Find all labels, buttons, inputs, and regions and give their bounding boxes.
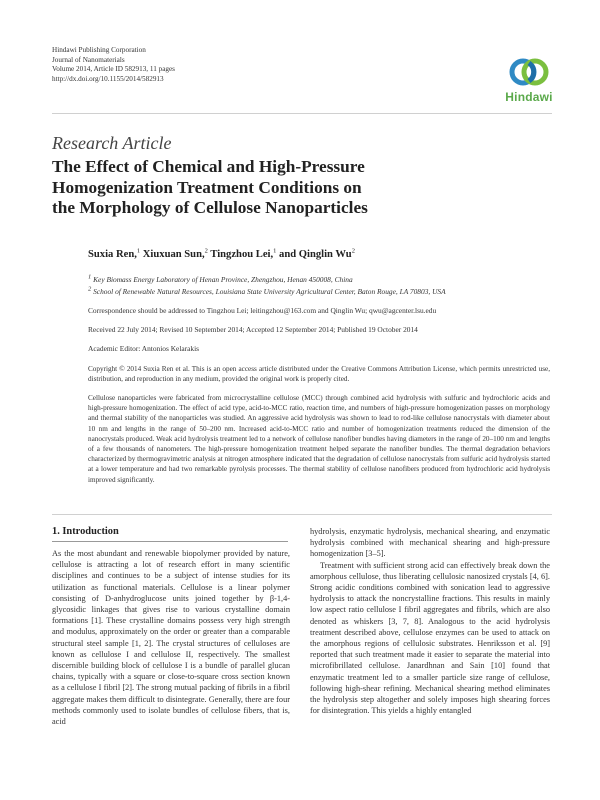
author-affiliation-mark: 2 [204, 247, 208, 255]
title-line: the Morphology of Cellulose Nanoparticles [52, 198, 368, 217]
doi-link[interactable]: http://dx.doi.org/10.1155/2014/582913 [52, 74, 164, 83]
title-line: Homogenization Treatment Conditions on [52, 177, 362, 197]
header-divider [52, 113, 552, 114]
article-dates: Received 22 July 2014; Revised 10 September 2014; Accepted 12 September 2014; Published 19 October 2014 [88, 325, 418, 334]
author-name: Xiuxuan Sun, [142, 249, 205, 260]
publisher-name: Hindawi Publishing Corporation [52, 46, 146, 54]
body-paragraph: Treatment with sufficient strong acid can effectively break down the amorphous cellulose, thus liberating cellulosic nanosized crystals [4, 6]. Strong acidic conditions combined with sonication lead to aggressive hydrolysis to attack the noncrystalline fractions. This results in mainly low aspect ratio cellulose I fibril aggregates and fibrils, which are also denoted as whiskers [3, 7, 8]. Analogous to the acid hydrolysis treatment described above, cellulose enzymes can be used to attack on the amorphous regions of cellulosic substrates. Henriksson et al. [9] reported that such treatment made it easier to separate the material into microfibrillated cellulose. Janardhnan and Sain [10] found that enzymatic treatment led to a smaller particle size range of cellulose, following high-shear refining. Mechanical shearing method eliminates the hydrolysis step altogether and solely imposes high shearing forces for disintegration. This yields a highly entangled [310, 560, 550, 716]
author-affiliation-mark: 1 [136, 247, 141, 255]
publication-info [52, 46, 175, 84]
affiliation-text: School of Renewable Natural Resources, Louisiana State University Agricultural Center, Baton Rouge, LA 70803, USA [93, 287, 446, 296]
correspondence: Correspondence should be addressed to Tingzhou Lei; leitingzhou@163.com and Qinglin Wu; qwu@agcenter.lsu.edu [88, 306, 437, 315]
affiliation [88, 287, 446, 296]
body-column-right [310, 526, 550, 716]
academic-editor: Academic Editor: Antonios Kelarakis [88, 344, 200, 353]
title-line: The Effect of Chemical and High-Pressure [52, 157, 365, 176]
affiliation-text: Key Biomass Energy Laboratory of Henan Province, Zhengzhou, Henan 450008, China [93, 275, 353, 284]
affiliation-number: 2 [88, 285, 92, 293]
author-affiliation-mark: 1 [273, 247, 277, 255]
author-name: and Qinglin Wu [279, 249, 352, 260]
article-title [52, 157, 532, 219]
section-heading: 1. Introduction [52, 526, 119, 537]
journal-name: Journal of Nanomaterials [52, 55, 125, 64]
body-column-left [52, 548, 290, 727]
copyright-notice: Copyright © 2014 Suxia Ren et al. This is an open access article distributed under the Creative Commons Attribution License, which permits unrestricted use, distribution, and reproduction in any medium, provided the original work is properly cited. [88, 365, 550, 383]
author-affiliation-mark: 2 [351, 247, 355, 255]
author-list [88, 249, 355, 260]
volume-info: Volume 2014, Article ID 582913, 11 pages [52, 65, 175, 74]
abstract: Cellulose nanoparticles were fabricated from microcrystalline cellulose (MCC) through combined acid hydrolysis with sulfuric and hydrochloric acids and high-pressure homogenization. The effect of acid type, acid-to-MCC ratio, reaction time, and numbers of high-pressure homogenization passes on morphology and thermal stability of the nanoparticles was studied. An aggressive acid hydrolysis was shown to lead to rod-like cellulose nanocrystals with diameter about 10 nm and lengths in the range of 50–200 nm. Increased acid-to-MCC ratio and number of homogenization treatments reduced the dimension of the nanocrystals produced. Weak acid hydrolysis treatment led to a network of cellulose nanofiber bundles having diameters in the range of 20–100 nm and lengths of a few thousands of nanometers. The high-pressure homogenization treatment helped separate the nanofiber bundles. The thermal degradation behaviors characterized by thermogravimetric analysis at nitrogen atmosphere indicated that the degradation of cellulose nanocrystals from sulfuric acid hydrolysis started at a lower temperature and had two remarkable pyrolysis processes. The thermal stability of cellulose nanofibers produced from hydrochloric acid hydrolysis improved significantly. [88, 394, 550, 484]
body-paragraph: hydrolysis, enzymatic hydrolysis, mechanical shearing, and enzymatic hydrolysis combined with mechanical shearing and high-pressure homogenization [3–5]. [310, 527, 550, 559]
article-category: Research Article [52, 133, 172, 153]
hindawi-logo-text: Hindawi [505, 90, 553, 104]
body-paragraph: As the most abundant and renewable biopolymer provided by nature, cellulose is attracting a lot of research effort in many scientific disciplines and continues to be a subject of intense studies for its utilization as functional materials. Cellulose is a linear polymer consisting of D-anhydroglucose units joined together by β-1,4-glycosidic linkages that gives rise to various crystalline domain formations [1]. These crystalline domains possess very high strength and modulus, approximately on the order or greater than a comparable structural steel sample [1, 2]. The crystal structures of celluloses are known as cellulose I and cellulose II, respectively. The smallest discernible building block of cellulose I is a bundle of parallel glucan chains, typically with a square or close-to-square cross section known as a cellulose I fibril [2]. The strong mutual packing of fibrils in a fibril aggregate makes them difficult to disintegrate. Generally, there are four methods commonly used to isolate bundles of cellulose fibers, that is, acid [52, 549, 290, 727]
author-name: Tingzhou Lei, [210, 249, 274, 260]
section-heading-rule [52, 541, 288, 542]
author-name: Suxia Ren, [88, 249, 137, 260]
affiliation [88, 275, 353, 284]
affiliation-number: 1 [88, 273, 92, 281]
abstract-divider [52, 514, 552, 515]
